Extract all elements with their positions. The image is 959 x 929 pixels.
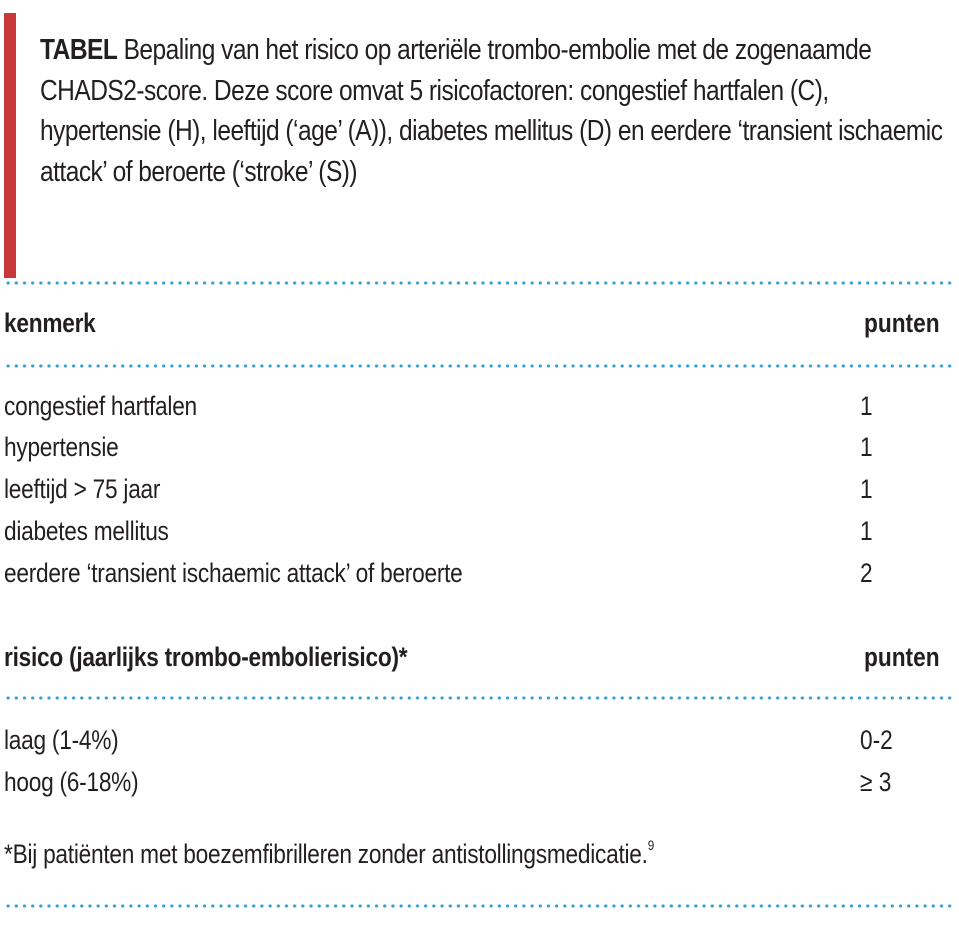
row-value: 1 [860, 432, 873, 462]
table-caption [40, 30, 956, 192]
footnote [4, 837, 654, 870]
divider [4, 904, 956, 908]
row-value: ≥ 3 [860, 767, 892, 797]
divider [4, 281, 956, 285]
row-value: 1 [860, 391, 873, 421]
footnote-reference: 9 [647, 837, 655, 853]
row-label: diabetes mellitus [4, 516, 169, 546]
row-value: 1 [860, 516, 873, 546]
row-label: congestief hartfalen [4, 391, 197, 421]
column-header-risico: risico (jaarlijks trombo-embolierisico)* [4, 642, 408, 672]
row-value: 0-2 [860, 725, 893, 755]
row-label: laag (1-4%) [4, 725, 119, 755]
divider [4, 364, 956, 368]
column-header-punten: punten [864, 308, 940, 338]
column-header-kenmerk: kenmerk [4, 308, 96, 338]
column-header-punten: punten [864, 642, 940, 672]
row-value: 1 [860, 474, 873, 504]
row-label: eerdere ‘transient ischaemic attack’ of beroerte [4, 558, 463, 588]
divider [4, 696, 956, 700]
row-label: hypertensie [4, 432, 119, 462]
row-value: 2 [860, 558, 873, 588]
row-label: hoog (6-18%) [4, 767, 139, 797]
footnote-text: *Bij patiënten met boezemfibrilleren zonder antistollingsmedicatie. [4, 839, 648, 869]
caption-label: TABEL [40, 34, 118, 66]
caption-text: Bepaling van het risico op arteriële trombo-embolie met de zogenaamde CHADS2-score. Deze score omvat 5 risicofactoren: congestief hartfalen (C), hypertensie (H), leeftijd (‘age’ (A)), diabetes mellitus (D) en eerdere ‘transient ischaemic attack’ of beroerte (‘stroke’ (S)) [40, 34, 943, 188]
accent-bar [4, 13, 16, 278]
row-label: leeftijd > 75 jaar [4, 474, 161, 504]
